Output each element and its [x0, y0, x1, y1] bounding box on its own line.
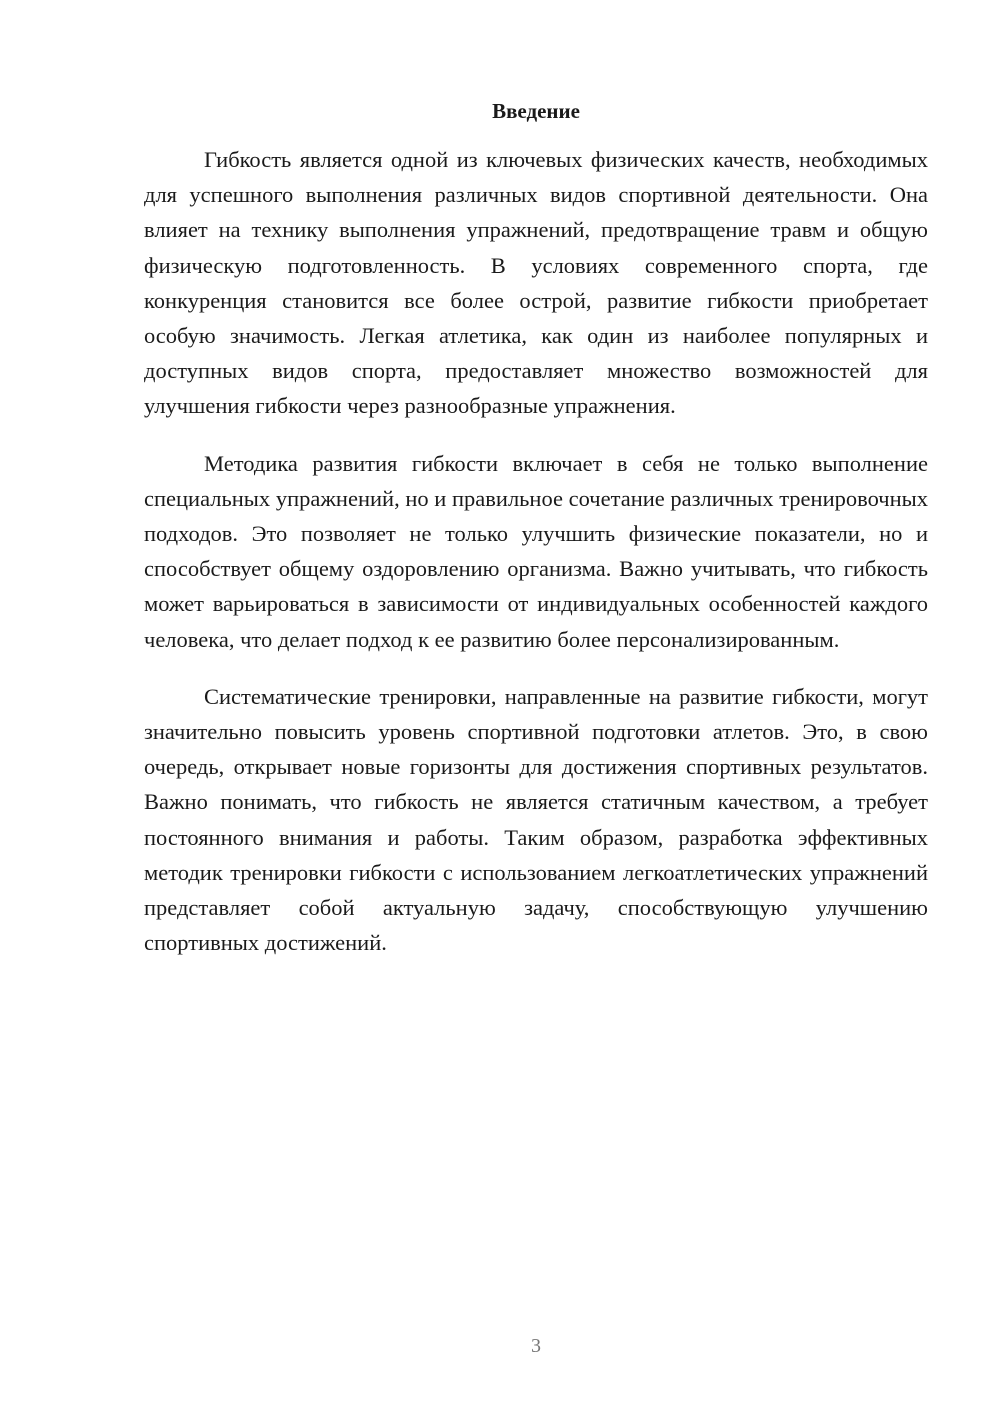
paragraph-3: Систематические тренировки, направленные на развитие гибкости, могут значительно повысить уровень спортивной подготовки атлетов. Это, в свою очередь, открывает новые горизонты для достижения спортивных результатов. Важно понимать, что гибкость не является статичным качеством, а требует постоянного внимания и работы. Таким образом, разработка эффективных методик тренировки гибкости с использованием легкоатлетических упражнений представляет собой актуальную задачу, способствующую улучшению спортивных достижений.	[144, 683, 928, 956]
page-number: 3	[531, 1335, 541, 1357]
body-text	[144, 142, 928, 982]
section-title: Введение	[492, 99, 580, 123]
paragraph-1: Гибкость является одной из ключевых физических качеств, необходимых для успешного выполнения различных видов спортивной деятельности. Она влияет на технику выполнения упражнений, предотвращение травм и общую физическую подготовленность. В условиях современного спорта, где конкуренция становится все более острой, развитие гибкости приобретает особую значимость. Легкая атлетика, как один из наиболее популярных и доступных видов спорта, предоставляет множество возможностей для улучшения гибкости через разнообразные упражнения.	[144, 147, 928, 419]
paragraph-2: Методика развития гибкости включает в себя не только выполнение специальных упражнений, но и правильное сочетание различных тренировочных подходов. Это позволяет не только улучшить физические показатели, но и способствует общему оздоровлению организма. Важно учитывать, что гибкость может варьироваться в зависимости от индивидуальных особенностей каждого человека, что делает подход к ее развитию более персонализированным.	[144, 450, 928, 652]
